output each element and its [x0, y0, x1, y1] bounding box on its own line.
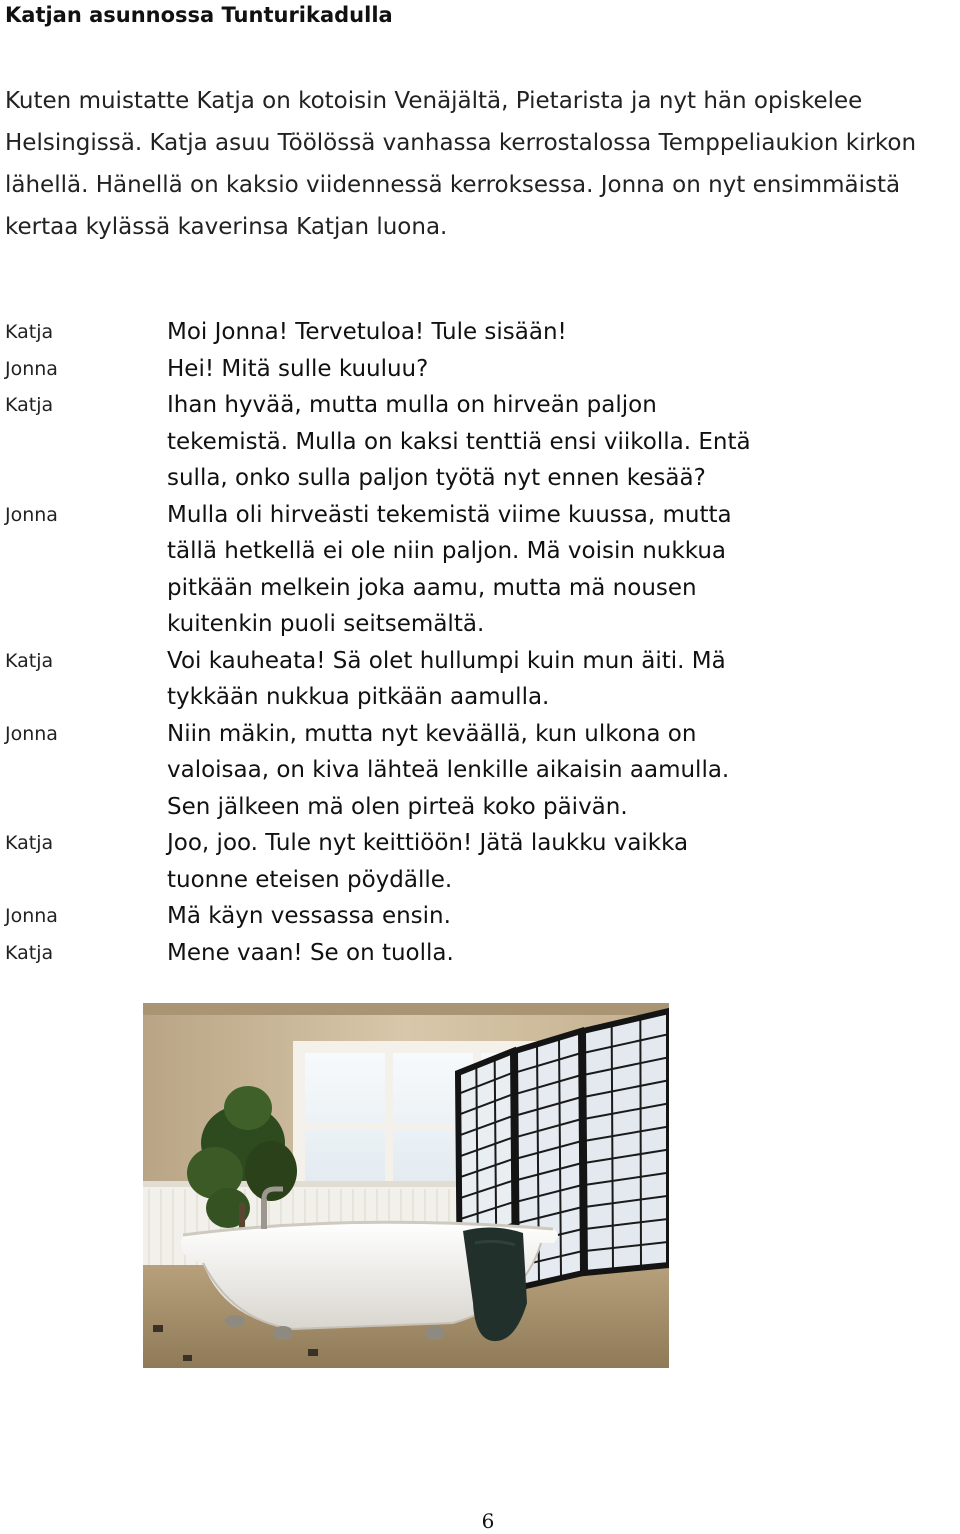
utterance-line: tekemistä. Mulla on kaksi tenttiä ensi viikolla. Entä: [167, 428, 751, 455]
speaker-name: Katja: [5, 941, 54, 964]
utterance-line: tykkään nukkua pitkään aamulla.: [167, 684, 550, 710]
utterance-line: Hei! Mitä sulle kuuluu?: [167, 355, 429, 382]
dialogue-turn: [5, 935, 955, 972]
intro-line: kertaa kylässä kaverinsa Katjan luona.: [5, 214, 448, 240]
utterance: [167, 387, 955, 497]
utterance: [167, 935, 955, 972]
utterance-line: Mä käyn vessassa ensin.: [167, 903, 451, 929]
dialogue: [5, 314, 955, 971]
page-number: 6: [481, 1509, 495, 1533]
utterance-line: valoisaa, on kiva lähteä lenkille aikaisin aamulla.: [167, 757, 730, 783]
utterance-line: kuitenkin puoli seitsemältä.: [167, 611, 485, 637]
speaker-name: Jonna: [5, 503, 58, 526]
bathroom-photo: [143, 1003, 669, 1368]
speaker-name: Jonna: [5, 905, 58, 927]
utterance: [167, 716, 955, 826]
utterance-line: Sen jälkeen mä olen pirteä koko päivän.: [167, 793, 628, 820]
dialogue-turn: [5, 497, 955, 643]
utterance-line: Mulla oli hirveästi tekemistä viime kuussa, mutta: [167, 501, 732, 528]
speaker-name: Katja: [5, 321, 54, 343]
utterance-line: pitkään melkein joka aamu, mutta mä nousen: [167, 574, 697, 601]
utterance-line: Ihan hyvää, mutta mulla on hirveän paljon: [167, 392, 657, 418]
intro-line: Kuten muistatte Katja on kotoisin Venäjältä, Pietarista ja nyt hän opiskelee: [5, 88, 863, 114]
utterance: [167, 314, 955, 351]
speaker-name: Jonna: [5, 357, 58, 380]
speaker-name: Katja: [5, 832, 54, 854]
dialogue-turn: [5, 643, 955, 716]
bathroom-illustration: [143, 1003, 669, 1368]
utterance: [167, 825, 955, 898]
dialogue-turn: [5, 716, 955, 826]
utterance: [167, 351, 955, 388]
ceiling-edge: [143, 1003, 669, 1015]
intro-paragraph: [5, 80, 955, 248]
utterance-line: Joo, joo. Tule nyt keittiöön! Jätä laukku vaikka: [167, 830, 689, 856]
screen-lattice-bar: [612, 1024, 613, 1270]
speaker-name: Katja: [5, 394, 54, 416]
document-title: Katjan asunnossa Tunturikadulla: [5, 3, 393, 27]
utterance-line: Niin mäkin, mutta nyt keväällä, kun ulkona on: [167, 720, 697, 747]
dialogue-turn: [5, 825, 955, 898]
dialogue-turn: [5, 351, 955, 388]
dialogue-turn: [5, 898, 955, 935]
utterance: [167, 898, 955, 935]
utterance-line: sulla, onko sulla paljon työtä nyt ennen kesää?: [167, 465, 706, 491]
speaker-name: Jonna: [5, 722, 58, 745]
utterance: [167, 497, 955, 643]
utterance-line: Voi kauheata! Sä olet hullumpi kuin mun äiti. Mä: [167, 647, 726, 674]
utterance-line: Moi Jonna! Tervetuloa! Tule sisään!: [167, 319, 567, 345]
dialogue-turn: [5, 387, 955, 497]
utterance-line: Mene vaan! Se on tuolla.: [167, 939, 454, 966]
intro-line: Helsingissä. Katja asuu Töölössä vanhassa kerrostalossa Temppeliaukion kirkon: [5, 130, 917, 156]
utterance: [167, 643, 955, 716]
utterance-line: tuonne eteisen pöydälle.: [167, 866, 453, 893]
dialogue-turn: [5, 314, 955, 351]
screen-lattice-bar: [640, 1018, 641, 1268]
speaker-name: Katja: [5, 649, 54, 672]
utterance-line: tällä hetkellä ei ole niin paljon. Mä voisin nukkua: [167, 538, 726, 564]
intro-line: lähellä. Hänellä on kaksio viidennessä kerroksessa. Jonna on nyt ensimmäistä: [5, 172, 901, 198]
